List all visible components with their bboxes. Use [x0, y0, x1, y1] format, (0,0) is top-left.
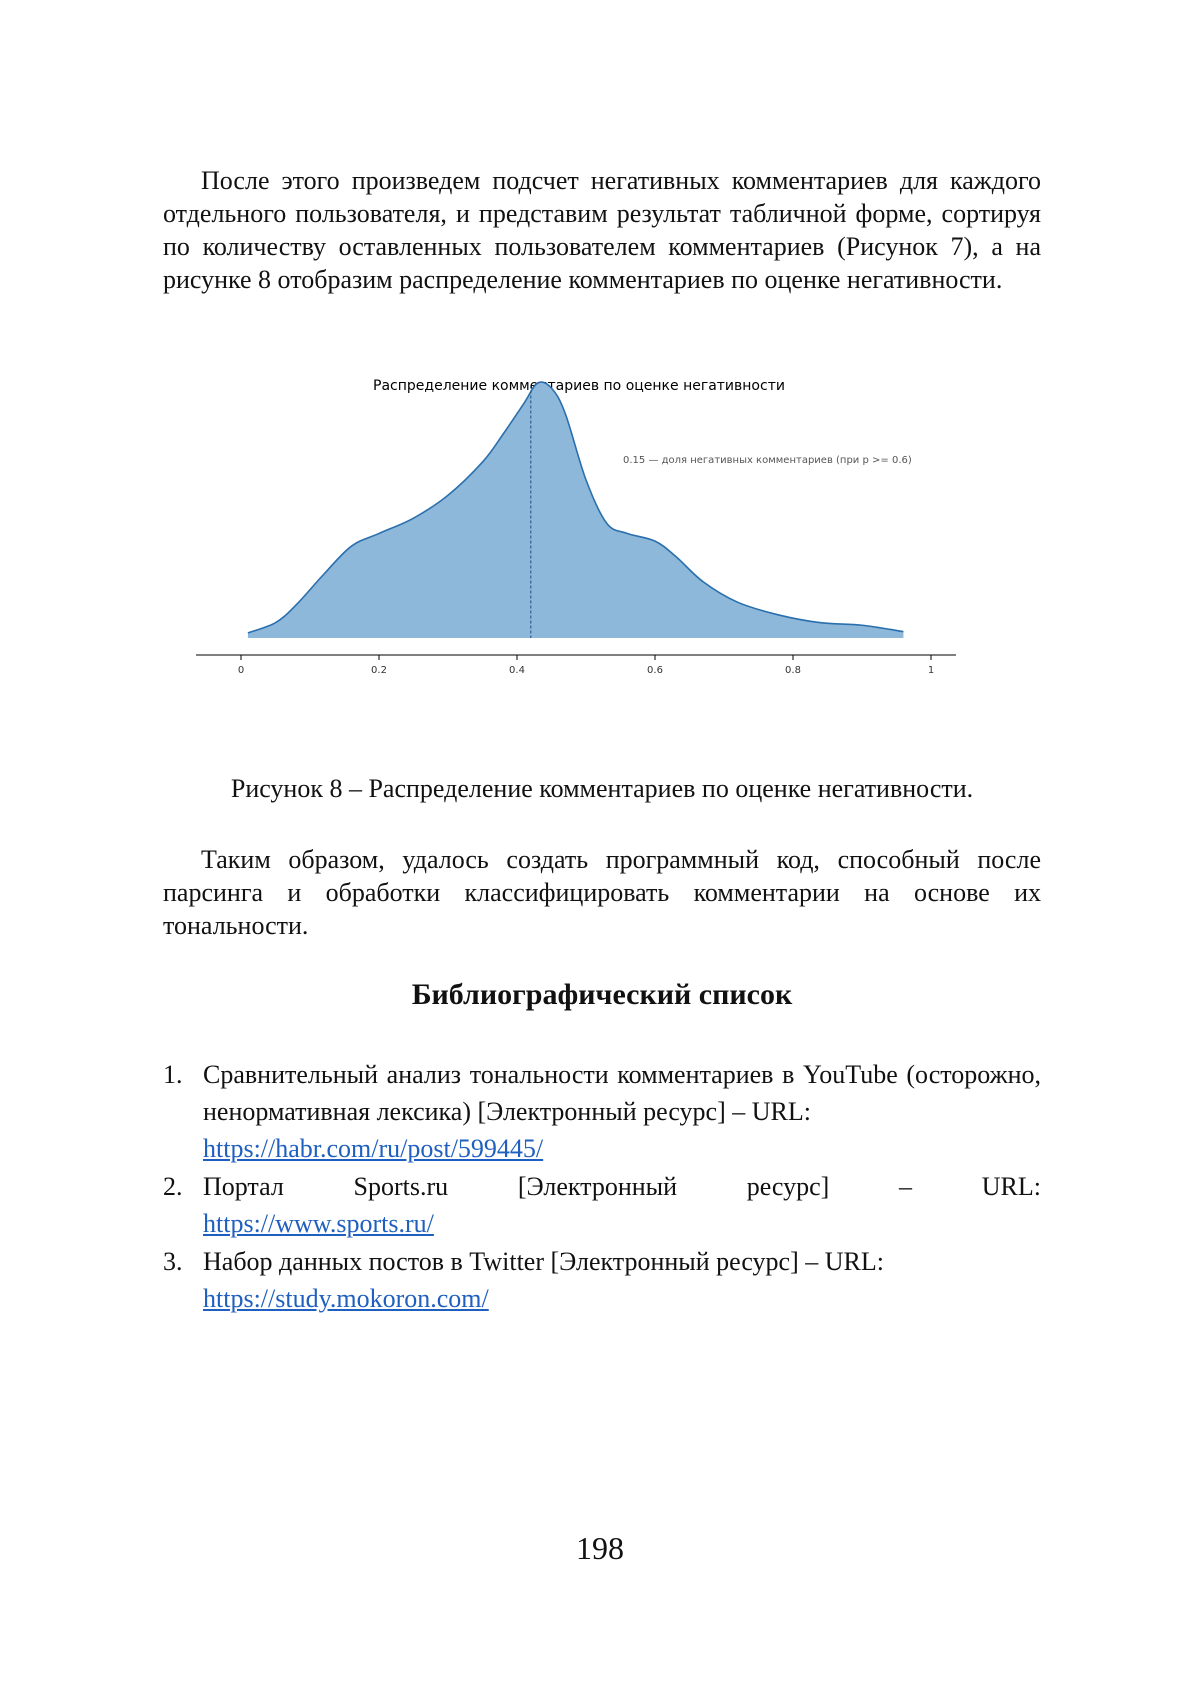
- bibliography-title: Библиографический список: [163, 978, 1041, 1012]
- item-text: Набор данных постов в Twitter [Электронный ресурс] – URL:: [203, 1247, 884, 1276]
- item-number: 2.: [163, 1168, 183, 1205]
- negativity-distribution-chart: [196, 373, 1036, 743]
- item-text: Сравнительный анализ тональности комментариев в YouTube (осторожно, ненормативная лексика) [Электронный ресурс] – URL:: [203, 1060, 1041, 1126]
- bibliography-link[interactable]: https://www.sports.ru/: [203, 1209, 434, 1238]
- bibliography-item: [163, 1056, 1041, 1167]
- item-word: Портал: [203, 1168, 284, 1205]
- item-word: ресурс]: [747, 1168, 830, 1205]
- item-word: –: [899, 1168, 912, 1205]
- item-number: 1.: [163, 1056, 183, 1093]
- bibliography-item: [163, 1168, 1041, 1242]
- conclusion-paragraph: Таким образом, удалось создать программный код, способный после парсинга и обработки классифицировать комментарии на основе их тональности.: [163, 843, 1041, 942]
- x-tick-label: 0: [238, 665, 244, 676]
- chart-canvas: [196, 373, 1036, 743]
- x-axis-ticks: [238, 655, 934, 676]
- chart-annotation: 0.15 — доля негативных комментариев (при p >= 0.6): [623, 455, 912, 466]
- item-number: 3.: [163, 1243, 183, 1280]
- intro-paragraph: После этого произведем подсчет негативных комментариев для каждого отдельного пользователя, и представим результат табличной форме, сортируя по количеству оставленных пользователем комментариев (Рисунок 7), а на рисунке 8 отобразим распределение комментариев по оценке негативности.: [163, 164, 1041, 296]
- bibliography-link[interactable]: https://habr.com/ru/post/599445/: [203, 1134, 543, 1163]
- x-tick-label: 0.6: [647, 665, 663, 676]
- x-tick-label: 0.8: [785, 665, 801, 676]
- bibliography-item: [163, 1243, 1041, 1317]
- x-tick-label: 0.2: [371, 665, 387, 676]
- item-word: URL:: [982, 1168, 1041, 1205]
- density-area: [248, 382, 904, 638]
- item-text: [203, 1168, 1041, 1205]
- x-tick-label: 1: [928, 665, 934, 676]
- page-number: 198: [0, 1530, 1200, 1567]
- chart-title: Распределение комментариев по оценке негативности: [373, 378, 785, 394]
- bibliography-link[interactable]: https://study.mokoron.com/: [203, 1284, 489, 1313]
- figure-caption: Рисунок 8 – Распределение комментариев по оценке негативности.: [163, 774, 1041, 804]
- bibliography-list: [163, 1056, 1041, 1318]
- x-tick-label: 0.4: [509, 665, 525, 676]
- item-word: [Электронный: [518, 1168, 677, 1205]
- item-word: Sports.ru: [354, 1168, 449, 1205]
